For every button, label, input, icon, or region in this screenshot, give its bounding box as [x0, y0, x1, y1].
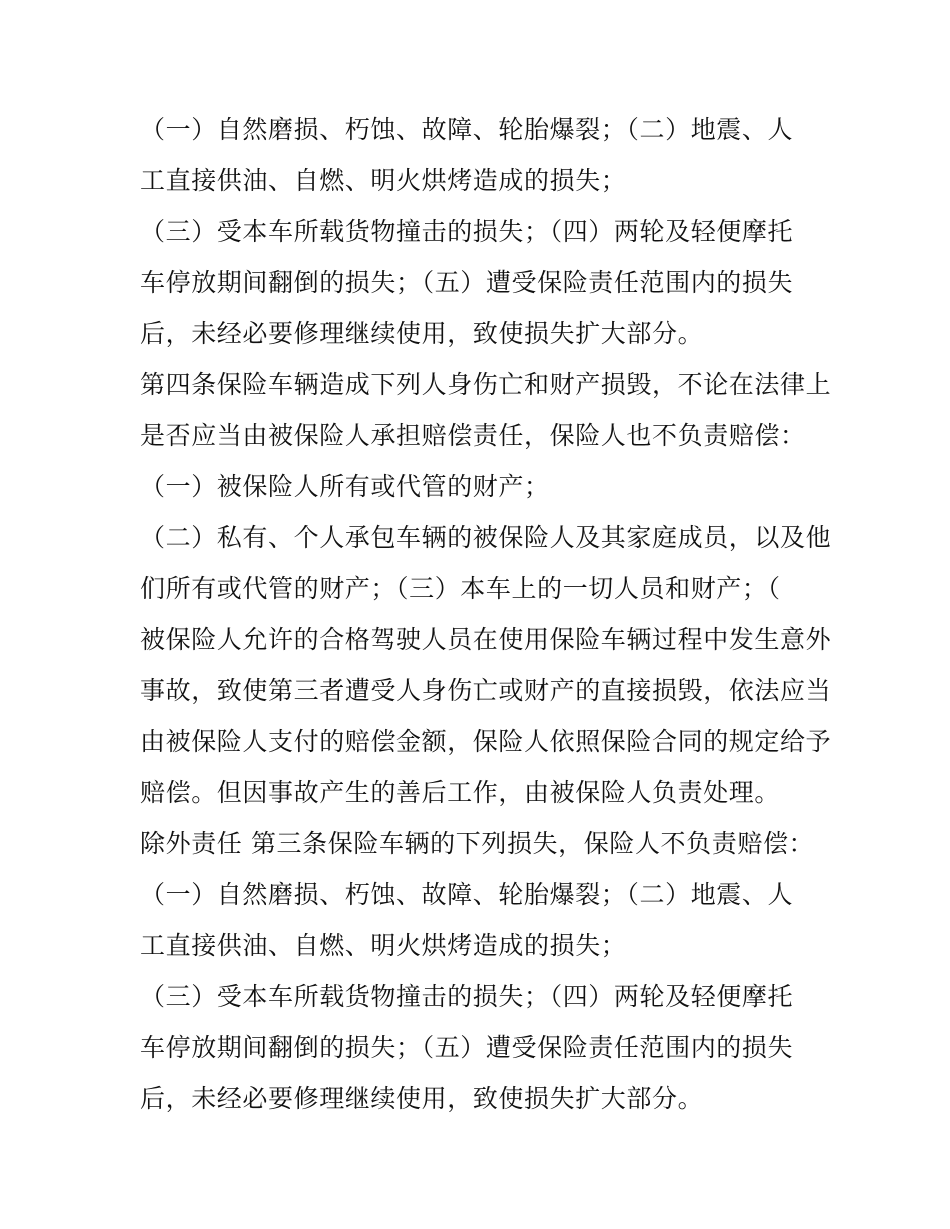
text-line: 是否应当由被保险人承担赔偿责任，保险人也不负责赔偿： — [140, 421, 806, 450]
text-line: 工直接供油、自燃、明火烘烤造成的损失； — [140, 166, 627, 195]
text-line: 被保险人允许的合格驾驶人员在使用保险车辆过程中发生意外 — [140, 625, 832, 654]
text-line: 第四条保险车辆造成下列人身伤亡和财产损毁，不论在法律上 — [140, 370, 832, 399]
text-line: 除外责任 第三条保险车辆的下列损失，保险人不负责赔偿： — [140, 829, 815, 858]
text-line: 车停放期间翻倒的损失；（五）遭受保险责任范围内的损失 — [140, 1033, 794, 1062]
text-line: （三）受本车所载货物撞击的损失；（四）两轮及轻便摩托 — [140, 217, 794, 246]
text-line: 后，未经必要修理继续使用，致使损失扩大部分。 — [140, 319, 704, 348]
text-line: 工直接供油、自燃、明火烘烤造成的损失； — [140, 931, 627, 960]
document-body — [140, 104, 832, 1124]
text-line: 车停放期间翻倒的损失；（五）遭受保险责任范围内的损失 — [140, 268, 794, 297]
text-line: （三）受本车所载货物撞击的损失；（四）两轮及轻便摩托 — [140, 982, 794, 1011]
text-line: 们所有或代管的财产；（三）本车上的一切人员和财产；（ — [140, 574, 781, 603]
text-line: 赔偿。但因事故产生的善后工作，由被保险人负责处理。 — [140, 778, 781, 807]
text-line: 事故，致使第三者遭受人身伤亡或财产的直接损毁，依法应当 — [140, 676, 832, 705]
text-line: 后，未经必要修理继续使用，致使损失扩大部分。 — [140, 1084, 704, 1113]
text-line: （一）自然磨损、朽蚀、故障、轮胎爆裂；（二）地震、人 — [140, 880, 794, 909]
text-line: （一）被保险人所有或代管的财产； — [140, 472, 550, 501]
text-line: （一）自然磨损、朽蚀、故障、轮胎爆裂；（二）地震、人 — [140, 115, 794, 144]
text-line: （二）私有、个人承包车辆的被保险人及其家庭成员，以及他 — [140, 523, 832, 552]
text-line: 由被保险人支付的赔偿金额，保险人依照保险合同的规定给予 — [140, 727, 832, 756]
